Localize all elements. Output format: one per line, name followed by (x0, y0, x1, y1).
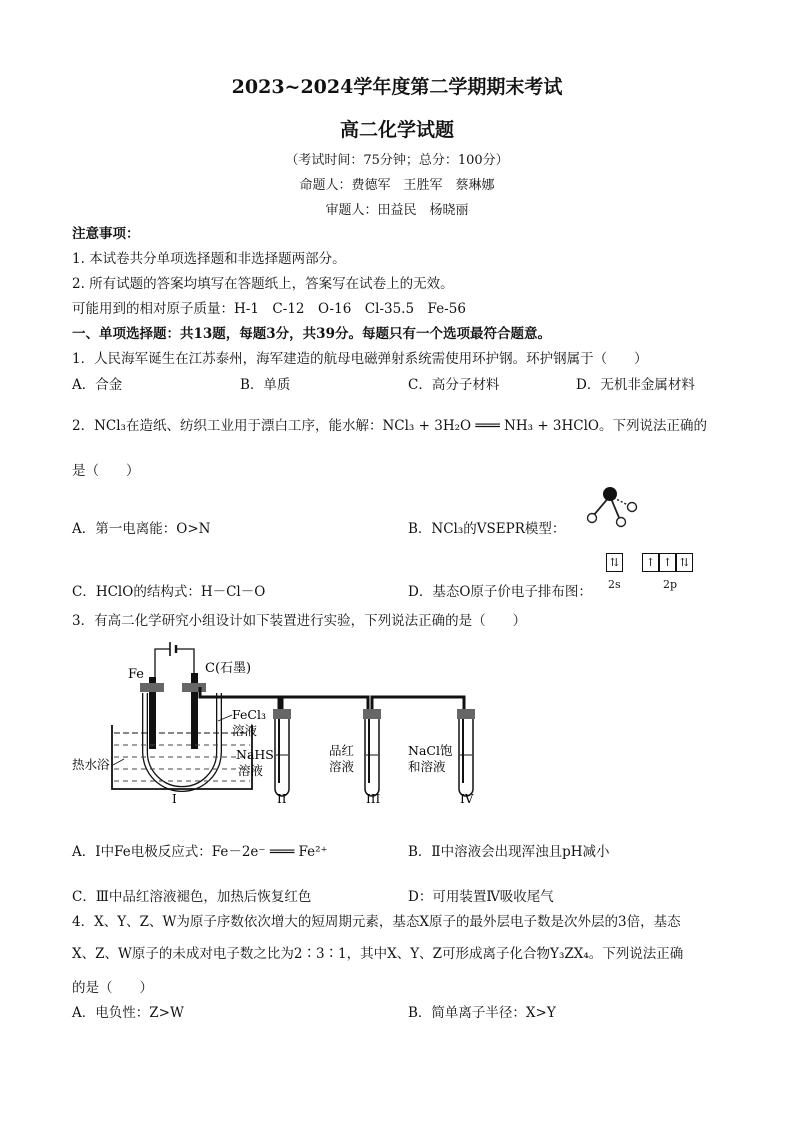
q3-option-d: D：可用装置Ⅳ吸收尾气 (408, 889, 554, 905)
q2-stem-line1: 2．NCl₃在造纸、纺织工业用于漂白工序，能水解：NCl₃ + 3H₂O ═══ NH₃ + 3HClO。下列说法正确的 (72, 418, 708, 434)
q1-stem: 1．人民海军诞生在江苏泰州，海军建造的航母电磁弹射系统需使用环护钢。环护钢属于（ ） (72, 351, 648, 367)
q3-option-c: C．Ⅲ中品红溶液褪色，加热后恢复红色 (72, 889, 312, 905)
q4-line2: X、Z、W原子的未成对电子数之比为2∶3∶1，其中X、Y、Z可形成离子化合物Y₃ZX₄。下列说法正确 (72, 946, 684, 962)
q1-option-a: A．合金 (72, 377, 123, 393)
apparatus-figure (72, 637, 502, 807)
note-item-1: 1. 本试卷共分单项选择题和非选择题两部分。 (72, 251, 346, 267)
label-apparatus-3: III (366, 792, 381, 806)
orbital-2s-box: ⇅ (606, 553, 623, 572)
vsepr-model-figure (578, 482, 644, 530)
label-graphite: C(石墨) (205, 661, 252, 676)
q1-option-b: B．单质 (240, 377, 291, 393)
label-fecl3-2: 溶液 (232, 723, 258, 738)
label-nacl-2: 和溶液 (408, 759, 446, 774)
section-heading: 一、单项选择题：共13题，每题3分，共39分。每题只有一个选项最符合题意。 (72, 326, 551, 342)
label-pinhong-2: 溶液 (329, 759, 355, 774)
q2-option-c: C．HClO的结构式：H－Cl－O (72, 584, 266, 600)
label-apparatus-4: IV (460, 792, 474, 806)
q1-option-c: C．高分子材料 (408, 377, 500, 393)
q2-option-a: A．第一电离能：O>N (72, 521, 211, 537)
label-pinhong-1: 品红 (329, 743, 355, 758)
orbital-label-2p: 2p (663, 578, 678, 591)
orbital-2p-box-3: ⇅ (676, 553, 693, 572)
q1-option-d: D．无机非金属材料 (576, 377, 695, 393)
q3-option-b: B．Ⅱ中溶液会出现浑浊且pH减小 (408, 844, 610, 860)
label-fecl3-1: FeCl₃ (232, 707, 266, 722)
exam-title: 2023~2024学年度第二学期期末考试 (231, 76, 563, 98)
label-nahs-1: NaHS (236, 747, 274, 762)
q2-option-d: D．基态O原子价电子排布图： (408, 584, 592, 600)
label-fe: Fe (128, 667, 145, 682)
label-apparatus-2: II (277, 792, 287, 806)
q2-stem-line2: 是（ ） (72, 463, 140, 479)
q3-stem: 3．有高二化学研究小组设计如下装置进行实验，下列说法正确的是（ ） (72, 613, 527, 629)
q4-line1: 4．X、Y、Z、W为原子序数依次增大的短周期元素，基态X原子的最外层电子数是次外层的3倍，基态 (72, 914, 681, 930)
label-apparatus-1: I (172, 792, 177, 806)
note-item-2: 2. 所有试题的答案均填写在答题纸上，答案写在试卷上的无效。 (72, 276, 454, 292)
atomic-masses: 可能用到的相对原子质量：H-1 C-12 O-16 Cl-35.5 Fe-56 (72, 301, 466, 317)
authors: 命题人：费德军 王胜军 蔡琳娜 (299, 178, 495, 193)
orbital-2p-box-1: ↑ (642, 553, 659, 572)
label-hot-bath: 热水浴 (72, 757, 110, 772)
q4-option-a: A．电负性：Z>W (72, 1005, 184, 1021)
q4-line3: 的是（ ） (72, 980, 153, 996)
q4-option-b: B．简单离子半径：X>Y (408, 1005, 556, 1021)
exam-info: （考试时间：75分钟；总分：100分） (285, 153, 509, 168)
notes-heading: 注意事项： (72, 226, 140, 242)
reviewers: 审题人：田益民 杨晓丽 (325, 203, 469, 218)
subject-title: 高二化学试题 (339, 119, 454, 141)
label-nacl-1: NaCl饱 (408, 743, 453, 758)
orbital-2p-box-2: ↑ (659, 553, 676, 572)
q2-option-b: B．NCl₃的VSEPR模型： (408, 521, 566, 537)
label-nahs-2: 溶液 (238, 763, 264, 778)
q3-option-a: A．Ⅰ中Fe电极反应式：Fe－2e⁻ ═══ Fe²⁺ (72, 844, 328, 860)
orbital-label-2s: 2s (608, 578, 621, 591)
